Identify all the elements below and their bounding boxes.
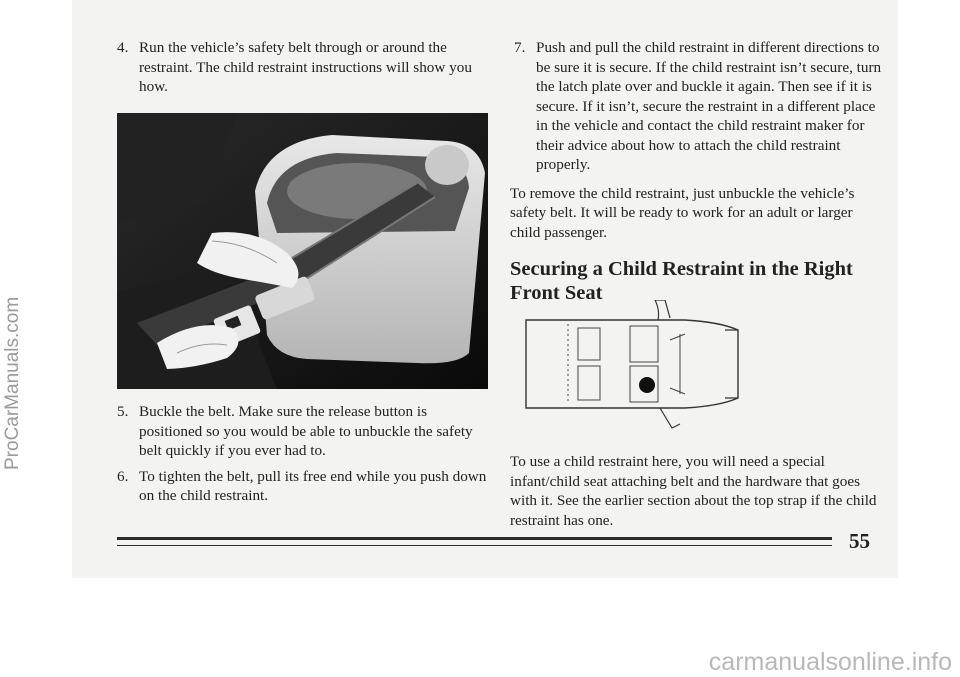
step-text: Buckle the belt. Make sure the release button is positioned so you would be able to unbuckle the safety belt quickly if you ever had to. xyxy=(139,403,473,459)
left-column-lower xyxy=(113,402,493,512)
page-number: 55 xyxy=(849,529,870,553)
step-number: 4. xyxy=(117,39,129,56)
vehicle-seat-diagram xyxy=(520,300,750,430)
use-restraint-paragraph: To use a child restraint here, you will need a special infant/child seat attaching belt and the hardware that goes with it. See the earlier section about the top strap if the child restraint has one. xyxy=(510,453,877,529)
section-heading-line-2: Front Seat xyxy=(510,282,603,304)
remove-restraint-paragraph: To remove the child restraint, just unbuckle the vehicle’s safety belt. It will be ready to work for an adult or larger child passenger. xyxy=(510,184,855,241)
step-number: 7. xyxy=(514,39,526,56)
section-heading-line-1: Securing a Child Restraint in the Right xyxy=(510,258,853,280)
step-text: Run the vehicle’s safety belt through or around the restraint. The child restraint instructions will show you how. xyxy=(139,39,472,95)
step-5 xyxy=(113,402,493,461)
step-4 xyxy=(113,38,493,97)
left-column xyxy=(113,38,493,103)
child-seat-buckle-illustration xyxy=(117,113,488,389)
footer-rule-thin xyxy=(117,545,832,546)
step-number: 6. xyxy=(117,467,129,485)
right-column-lower xyxy=(510,452,885,530)
step-text: Push and pull the child restraint in different directions to be sure it is secure. If the child restraint isn’t secure, turn the latch plate over and buckle it again. Then see if it is secure. If it isn’t, secure the restraint in a different place in the vehicle and contact the child restraint maker for their advice about how to attach the child restraint properly. xyxy=(536,39,882,173)
side-watermark: ProCarManuals.com xyxy=(2,296,23,470)
vehicle-top-view-icon xyxy=(520,300,750,430)
footer-rule-thick xyxy=(117,537,832,540)
bottom-watermark: carmanualsonline.info xyxy=(708,648,952,676)
child-restraint-photo xyxy=(117,113,488,389)
section-heading xyxy=(510,257,885,305)
step-6 xyxy=(113,467,493,506)
step-number: 5. xyxy=(117,403,129,420)
step-7 xyxy=(510,38,885,175)
right-column xyxy=(510,38,885,305)
step-text: To tighten the belt, pull its free end while you push down on the child restraint. xyxy=(139,467,487,504)
